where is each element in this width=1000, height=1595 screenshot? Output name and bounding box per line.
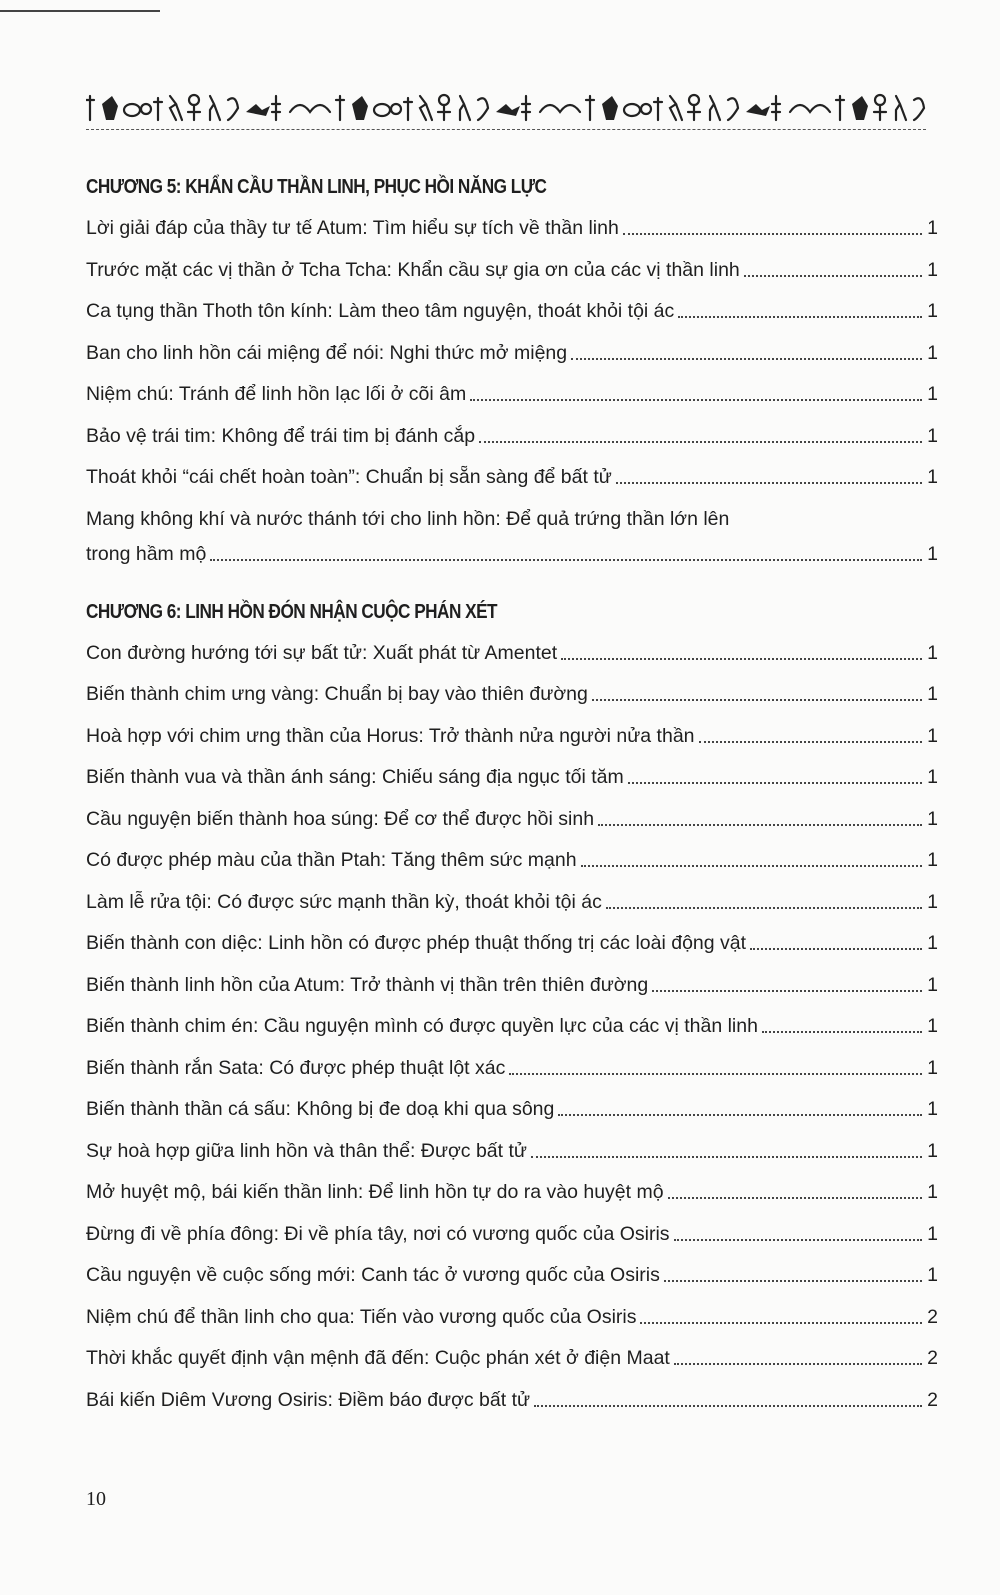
dot-leader — [479, 441, 922, 443]
entry-page: 1 — [927, 1222, 938, 1245]
entry-title: Sự hoà hợp giữa linh hồn và thân thể: Được bất tử — [86, 1139, 527, 1162]
dot-leader — [509, 1073, 922, 1075]
entry-page: 1 — [927, 1056, 938, 1079]
entry-title: trong hầm mộ — [86, 542, 207, 565]
hieroglyph-underline — [86, 129, 926, 130]
entry-page: 2 — [927, 1305, 938, 1328]
chapter-heading: CHƯƠNG 5: KHẨN CẦU THẦN LINH, PHỤC HỒI NĂNG LỰC — [86, 176, 547, 198]
toc-entry[interactable] — [86, 640, 938, 666]
entry-title: Bảo vệ trái tim: Không để trái tim bị đánh cắp — [86, 424, 476, 447]
chapter-entries — [86, 215, 938, 567]
entry-title: Làm lễ rửa tội: Có được sức mạnh thần kỳ, thoát khỏi tội ác — [86, 890, 602, 913]
entry-title: Thoát khỏi “cái chết hoàn toàn”: Chuẩn bị sẵn sàng để bất tử — [86, 466, 612, 488]
toc-entry[interactable] — [86, 764, 938, 790]
entry-page: 1 — [927, 1015, 938, 1037]
entry-title: Con đường hướng tới sự bất tử: Xuất phát từ Amentet — [86, 641, 558, 664]
entry-title: Biến thành vua và thần ánh sáng: Chiếu sáng địa ngục tối tăm — [86, 766, 624, 788]
entry-title: Niệm chú: Tránh để linh hồn lạc lối ở cõi âm — [86, 383, 467, 405]
toc-entry[interactable] — [86, 972, 938, 998]
dot-leader — [598, 824, 922, 826]
entry-page: 1 — [927, 424, 938, 447]
entry-page: 1 — [927, 766, 938, 788]
toc-entry[interactable] — [86, 1179, 938, 1205]
dot-leader — [674, 1239, 922, 1241]
entry-page: 2 — [927, 1347, 938, 1369]
entry-page: 1 — [927, 300, 938, 322]
toc-entry[interactable] — [86, 1387, 938, 1413]
entry-title: Lời giải đáp của thầy tư tế Atum: Tìm hiểu sự tích về thần linh — [86, 217, 619, 239]
table-of-contents — [86, 176, 938, 1428]
entry-title: Mở huyệt mộ, bái kiến thần linh: Để linh hồn tự do ra vào huyệt mộ — [86, 1181, 664, 1203]
dot-leader — [210, 559, 922, 561]
entry-page: 1 — [927, 217, 938, 239]
toc-entry[interactable] — [86, 215, 938, 241]
toc-entry[interactable] — [86, 298, 938, 324]
toc-entry[interactable] — [86, 1304, 938, 1330]
entry-page: 1 — [927, 973, 938, 996]
toc-entry[interactable] — [86, 1055, 938, 1081]
entry-title: Cầu nguyện biến thành hoa súng: Để cơ thể được hồi sinh — [86, 807, 595, 830]
toc-entry[interactable] — [86, 930, 938, 956]
dot-leader — [592, 699, 922, 701]
dot-leader — [762, 1031, 922, 1033]
entry-title: Niệm chú để thần linh cho qua: Tiến vào vương quốc của Osiris — [86, 1305, 637, 1328]
entry-page: 1 — [927, 466, 938, 488]
dot-leader — [531, 1156, 922, 1158]
toc-entry[interactable] — [86, 257, 938, 283]
dot-leader — [571, 358, 922, 360]
dot-leader — [668, 1197, 922, 1199]
dot-leader — [561, 658, 922, 660]
entry-page: 1 — [927, 932, 938, 954]
entry-page: 1 — [927, 542, 938, 565]
toc-entry[interactable] — [86, 1221, 938, 1247]
entry-page: 1 — [927, 1264, 938, 1286]
entry-page: 1 — [927, 341, 938, 364]
toc-entry[interactable] — [86, 1345, 938, 1371]
chapter-5 — [86, 176, 938, 567]
dot-leader — [664, 1280, 922, 1282]
chapter-6 — [86, 601, 938, 1413]
dot-leader — [628, 782, 922, 784]
dot-leader — [558, 1114, 922, 1116]
toc-entry[interactable] — [86, 681, 938, 707]
dot-leader — [623, 233, 922, 235]
dot-leader — [534, 1405, 922, 1407]
toc-entry[interactable] — [86, 381, 938, 407]
page-number: 10 — [86, 1488, 106, 1510]
toc-entry[interactable] — [86, 1013, 938, 1039]
dot-leader — [470, 399, 922, 401]
entry-title: Biến thành linh hồn của Atum: Trở thành vị thần trên thiên đường — [86, 973, 649, 996]
dot-leader — [652, 990, 922, 992]
toc-entry[interactable] — [86, 723, 938, 749]
toc-entry[interactable] — [86, 806, 938, 832]
entry-title: Biến thành chim én: Cầu nguyện mình có được quyền lực của các vị thần linh — [86, 1015, 758, 1037]
toc-entry[interactable] — [86, 1262, 938, 1288]
entry-title: Biến thành chim ưng vàng: Chuẩn bị bay vào thiên đường — [86, 683, 588, 705]
dot-leader — [640, 1322, 922, 1324]
toc-entry[interactable] — [86, 1096, 938, 1122]
entry-page: 1 — [927, 807, 938, 830]
entry-page: 1 — [927, 1139, 938, 1162]
dot-leader — [616, 482, 922, 484]
toc-entry[interactable] — [86, 464, 938, 490]
entry-title: Đừng đi về phía đông: Đi về phía tây, nơi có vương quốc của Osiris — [86, 1222, 670, 1245]
dot-leader — [750, 948, 922, 950]
toc-entry[interactable] — [86, 1138, 938, 1164]
entry-title: Biến thành con diệc: Linh hồn có được phép thuật thống trị các loài động vật — [86, 932, 747, 954]
entry-title: Biến thành thần cá sấu: Không bị đe doạ khi qua sông — [86, 1098, 555, 1120]
hieroglyph-border — [86, 82, 926, 136]
toc-entry[interactable] — [86, 423, 938, 449]
entry-title: Cầu nguyện về cuộc sống mới: Canh tác ở vương quốc của Osiris — [86, 1264, 660, 1286]
dot-leader — [678, 316, 922, 318]
dot-leader — [744, 275, 922, 277]
entry-title: Trước mặt các vị thần ở Tcha Tcha: Khẩn cầu sự gia ơn của các vị thần linh — [86, 258, 740, 281]
entry-page: 1 — [927, 724, 938, 747]
toc-entry[interactable] — [86, 506, 938, 567]
entry-title-line-1: Mang không khí và nước thánh tới cho linh hồn: Để quả trứng thần lớn lên — [86, 507, 730, 530]
dot-leader — [699, 741, 922, 743]
entry-title: Bái kiến Diêm Vương Osiris: Điềm báo được bất tử — [86, 1388, 531, 1411]
entry-title: Hoà hợp với chim ưng thần của Horus: Trở thành nửa người nửa thần — [86, 724, 695, 747]
toc-entry[interactable] — [86, 847, 938, 873]
hieroglyph-border-icon — [86, 82, 926, 136]
entry-title: Thời khắc quyết định vận mệnh đã đến: Cuộc phán xét ở điện Maat — [86, 1347, 670, 1369]
top-rule — [0, 10, 160, 12]
entry-title: Ca tụng thần Thoth tôn kính: Làm theo tâm nguyện, thoát khỏi tội ác — [86, 300, 675, 322]
entry-page: 1 — [927, 1098, 938, 1120]
entry-title: Biến thành rắn Sata: Có được phép thuật lột xác — [86, 1056, 506, 1079]
entry-page: 2 — [927, 1388, 938, 1411]
entry-page: 1 — [927, 849, 938, 871]
entry-page: 1 — [927, 258, 938, 281]
entry-page: 1 — [927, 641, 938, 664]
toc-entry[interactable] — [86, 340, 938, 366]
entry-page: 1 — [927, 1181, 938, 1203]
entry-title: Có được phép màu của thần Ptah: Tăng thêm sức mạnh — [86, 849, 577, 871]
toc-entry[interactable] — [86, 889, 938, 915]
chapter-heading: CHƯƠNG 6: LINH HỒN ĐÓN NHẬN CUỘC PHÁN XÉT — [86, 600, 498, 623]
dot-leader — [581, 865, 922, 867]
entry-page: 1 — [927, 383, 938, 405]
dot-leader — [674, 1363, 922, 1365]
entry-page: 1 — [927, 683, 938, 705]
entry-title: Ban cho linh hồn cái miệng để nói: Nghi thức mở miệng — [86, 341, 568, 364]
entry-page: 1 — [927, 890, 938, 913]
dot-leader — [606, 907, 922, 909]
chapter-entries — [86, 640, 938, 1413]
